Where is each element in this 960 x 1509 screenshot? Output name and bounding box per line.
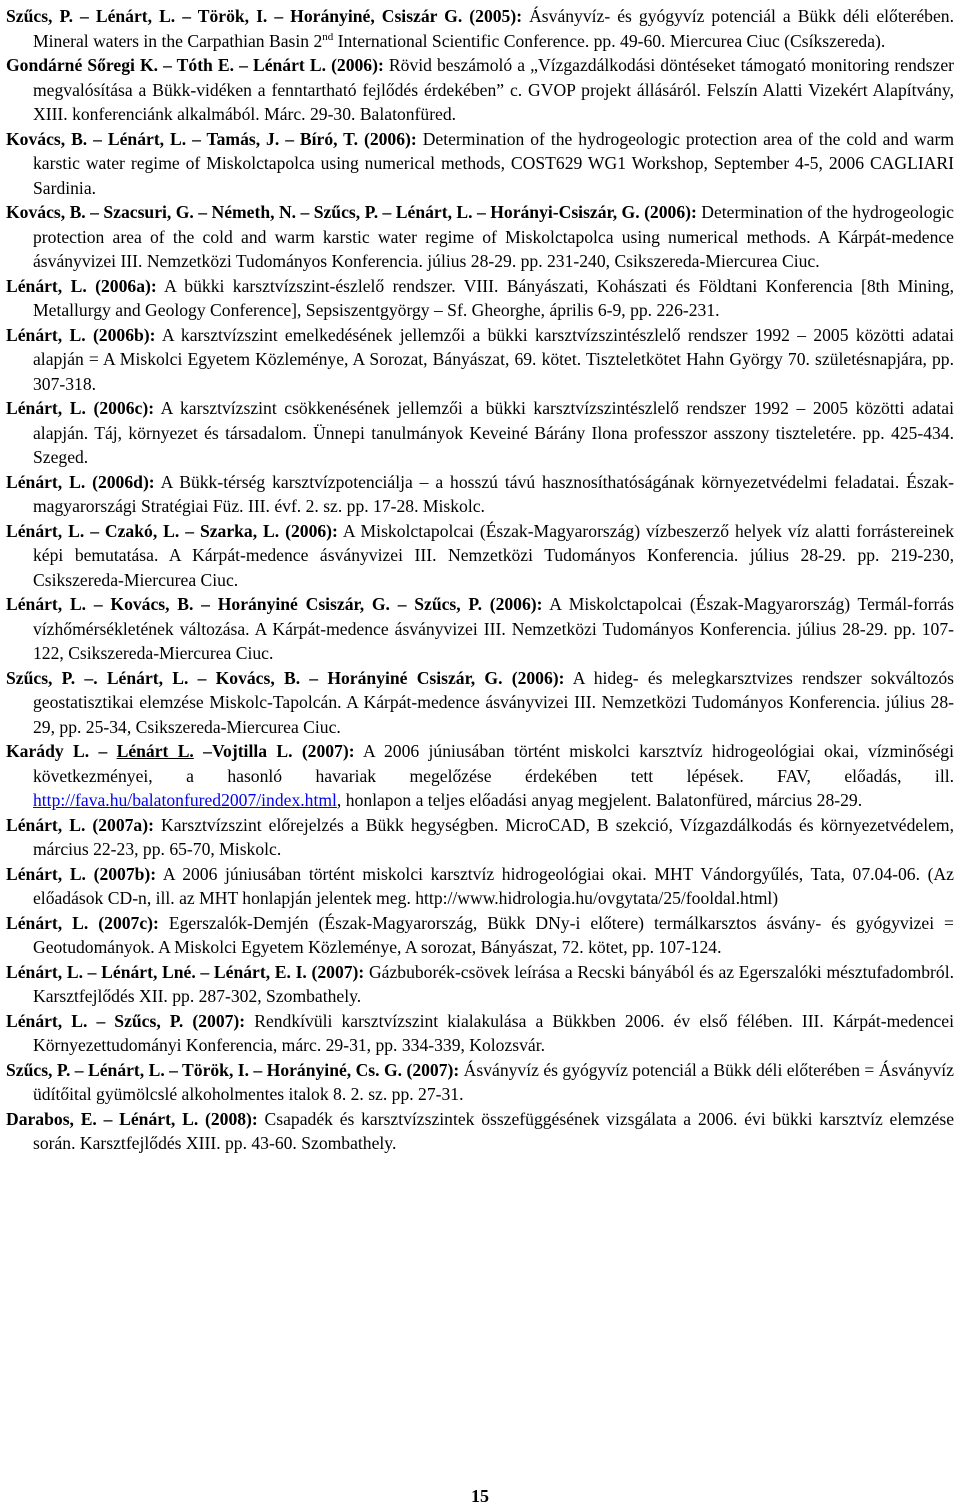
- reference-authors: Lénárt, L.: [6, 275, 87, 296]
- reference-authors: Lénárt, L. – Lénárt, Lné. – Lénárt, E. I.: [6, 961, 307, 982]
- reference-year: (2007):: [301, 741, 355, 761]
- reference-text: A bükki karsztvízszint-észlelő rendszer. VIII. Bányászati, Kohászati és Földtani Konferencia [8th Mining, Metallurgy and Geology Conference], Sepsiszentgyörgy – Sf. Gheorghe, április 6-9, pp. 226-231.: [33, 275, 954, 320]
- reference-entry: [6, 862, 954, 911]
- reference-year: (2007):: [311, 961, 365, 982]
- reference-authors: Gondárné Sőregi K. – Tóth E. – Lénárt L.: [6, 55, 326, 75]
- reference-entry: [6, 274, 954, 323]
- reference-year: (2007a):: [92, 814, 154, 835]
- reference-entry: [6, 813, 954, 862]
- reference-year: (2007):: [192, 1010, 246, 1031]
- reference-authors: Darabos, E. – Lénárt, L.: [6, 1108, 199, 1129]
- reference-year: (2007c):: [98, 912, 159, 933]
- reference-text: A Miskolctapolcai (Észak-Magyarország) Termál-forrás vízhőmérsékletének változása. A Kárpát-medence ásványvizei III. Nemzetközi Tudományos Konferencia. július 28-29. pp. 107-122, Csikszereda-Miercurea Ciuc.: [33, 594, 955, 663]
- reference-entry: [6, 200, 954, 274]
- reference-entry: [6, 1009, 954, 1058]
- reference-authors: Lénárt, L.: [6, 324, 86, 345]
- reference-text: Rövid beszámoló a „Vízgazdálkodási döntéseket támogató monitoring rendszer megvalósítása a Bükk-vidéken a fenntartható fejlődés érdekében” c. GVOP projekt állásáról. Felszín Alatti Vizekért Alapítvány, XIII. konferenciánk alkalmából. Márc. 29-30. Balatonfüred.: [33, 55, 954, 124]
- reference-text: Gázbuborék-csövek leírása a Recski bányából és az Egerszalóki mésztufadombról. Karsztfejlődés XII. pp. 287-302, Szombathely.: [33, 961, 955, 1006]
- reference-authors: Lénárt, L.: [6, 398, 86, 418]
- reference-text: Csapadék és karsztvízszintek összefüggésének vizsgálata a 2006. évi bükki karsztvíz elemzése során. Karsztfejlődés XIII. pp. 43-60. Szombathely.: [33, 1108, 954, 1153]
- reference-text: Rendkívüli karsztvízszint kialakulása a Bükkben 2006. év első félében. III. Kárpát-medencei Környezettudományi Konferencia, márc. 29-31, pp. 334-339, Kolozsvár.: [33, 1010, 954, 1055]
- reference-text: Egerszalók-Demjén (Észak-Magyarország, Bükk DNy-i előtere) termálkarsztos ásvány- és gyógyvizei = Geotudományok. A Miskolci Egyetem Közleménye, A sorozat, Bányászat, 72. kötet, pp. 107-124.: [33, 912, 954, 957]
- reference-authors: Karády L. – Lénárt L. –Vojtilla L.: [6, 741, 293, 761]
- reference-text: A karsztvízszint emelkedésének jellemzői a bükki karsztvízszintészlelő rendszer 1992 – 2005 közötti adatai alapján = A Miskolci Egyetem Közleménye, A Sorozat, Bányászat, 69. kötet. Tiszteletkötet Hahn György 70. születésnapjára, pp. 307-318.: [33, 324, 954, 394]
- reference-authors: Szűcs, P. – Lénárt, L. – Török, I. – Horányiné, Cs. G.: [6, 1059, 403, 1080]
- reference-entry: [6, 323, 954, 397]
- reference-entry: [6, 666, 954, 740]
- reference-entry: [6, 4, 954, 53]
- reference-text: A karsztvízszint csökkenésének jellemzői a bükki karsztvízszintészlelő rendszer 1992 – 2005 közötti adatai alapján. Táj, környezet és társadalom. Ünnepi tanulmányok Keveiné Bárány Ilona professzor asszony tiszteletére. pp. 425-434. Szeged.: [33, 398, 955, 467]
- reference-text: International Scientific Conference. pp. 49-60. Miercurea Ciuc (Csíkszereda).: [333, 30, 886, 51]
- reference-year: (2006):: [285, 520, 338, 541]
- page-number: 15: [471, 1486, 489, 1506]
- reference-entry: [6, 1107, 954, 1156]
- reference-year: (2007):: [406, 1059, 460, 1080]
- reference-text: A 2006 júniusában történt miskolci karsztvíz hidrogeológiai okai. MHT Vándorgyűlés, Tata, 07.04-06. (Az előadások CD-n, ill. az MHT honlapján jelentek meg. http://www.hidrologia.hu/ovgytata/25/fooldal.html): [33, 863, 954, 908]
- reference-text: Determination of the hydrogeologic protection area of the cold and warm karstic water regime of Miskolctapolca using numerical methods, COST629 WG1 Workshop, September 4-5, 2006 CAGLIARI Sardinia.: [33, 128, 955, 198]
- reference-text: Determination of the hydrogeologic protection area of the cold and warm karstic water regime of Miskolctapolca using numerical methods. A Kárpát-medence ásványvizei III. Nemzetközi Tudományos Konferencia. július 28-29. pp. 231-240, Csikszereda-Miercurea Ciuc.: [33, 202, 954, 271]
- reference-text: Ásványvíz- és gyógyvíz potenciál a Bükk déli előterében. Mineral waters in the Carpathian Basin 2: [33, 6, 954, 51]
- reference-entry: [6, 739, 954, 813]
- reference-text: A 2006 júniusában történt miskolci karsztvíz hidrogeológiai okai, vízminőségi következményei, a hasonló havariak megelőzése érdekében tett lépések. FAV, előadás, ill.: [33, 741, 954, 786]
- reference-year: (2006c):: [93, 398, 155, 418]
- reference-superscript: nd: [322, 30, 334, 43]
- reference-year: (2006):: [331, 55, 384, 75]
- reference-year: (2005):: [469, 6, 523, 26]
- reference-entry: [6, 1058, 954, 1107]
- reference-authors: Lénárt, L.: [6, 814, 86, 835]
- reference-text: A hideg- és melegkarsztvizes rendszer sokváltozós geostatisztikai elemzése Miskolc-Tapolcán. A Kárpát-medence ásványvizei III. Nemzetközi Tudományos Konferencia. július 28-29, pp. 25-34, Csikszereda-Miercurea Ciuc.: [33, 667, 954, 737]
- reference-authors: Lénárt, L.: [6, 471, 86, 492]
- reference-year: (2006a):: [95, 275, 157, 296]
- reference-year: (2006):: [489, 594, 543, 614]
- reference-year: (2006d):: [92, 471, 155, 492]
- reference-authors: Lénárt, L.: [6, 863, 86, 884]
- reference-entry: [6, 53, 954, 127]
- reference-link[interactable]: http://fava.hu/balatonfured2007/index.html: [33, 790, 337, 810]
- reference-authors: Lénárt, L. – Czakó, L. – Szarka, L.: [6, 520, 280, 541]
- reference-entry: [6, 470, 954, 519]
- reference-list: [6, 4, 954, 1156]
- reference-year: (2006):: [511, 667, 565, 688]
- reference-entry: [6, 127, 954, 201]
- reference-authors: Kovács, B. – Lénárt, L. – Tamás, J. – Bíró, T.: [6, 128, 359, 149]
- reference-text: Ásványvíz és gyógyvíz potenciál a Bükk déli előterében = Ásványvíz üdítőital gyümölcslé alkoholmentes italok 8. 2. sz. pp. 27-31.: [33, 1059, 954, 1104]
- reference-authors: Szűcs, P. –. Lénárt, L. – Kovács, B. – Horányiné Csiszár, G.: [6, 667, 503, 688]
- reference-year: (2008):: [205, 1108, 258, 1129]
- reference-entry: [6, 960, 954, 1009]
- reference-authors: Kovács, B. – Szacsuri, G. – Németh, N. – Szűcs, P. – Lénárt, L. – Horányi-Csiszár, G.: [6, 202, 640, 222]
- reference-entry: [6, 911, 954, 960]
- reference-authors: Lénárt, L. – Kovács, B. – Horányiné Csiszár, G. – Szűcs, P.: [6, 594, 482, 614]
- reference-year: (2006):: [644, 202, 697, 222]
- reference-entry: [6, 519, 954, 593]
- reference-entry: [6, 592, 954, 666]
- reference-year: (2006b):: [92, 324, 156, 345]
- reference-authors: Szűcs, P. – Lénárt, L. – Török, I. – Horányiné, Csiszár G.: [6, 6, 463, 26]
- reference-text: A Bükk-térség karsztvízpotenciálja – a hosszú távú hasznosíthatóságának környezetvédelmi feladatai. Észak-magyarországi Stratégiai Füz. III. évf. 2. sz. pp. 17-28. Miskolc.: [33, 471, 954, 516]
- reference-text: A Miskolctapolcai (Észak-Magyarország) vízbeszerző helyek víz alatti forrástereinek képi bemutatása. A Kárpát-medence ásványvizei III. Nemzetközi Tudományos Konferencia. július 28-29. pp. 219-230, Csikszereda-Miercurea Ciuc.: [33, 520, 954, 590]
- reference-author-underlined: Lénárt L.: [116, 741, 194, 761]
- reference-authors: Lénárt, L.: [6, 912, 89, 933]
- reference-text: Karsztvízszint előrejelzés a Bükk hegységben. MicroCAD, B szekció, Vízgazdálkodás és környezetvédelem, március 22-23, pp. 65-70, Miskolc.: [33, 814, 954, 859]
- reference-entry: [6, 396, 954, 470]
- reference-text: , honlapon a teljes előadási anyag megjelent. Balatonfüred, március 28-29.: [336, 790, 863, 810]
- reference-year: (2007b):: [93, 863, 157, 884]
- reference-authors: Lénárt, L. – Szűcs, P.: [6, 1010, 184, 1031]
- reference-year: (2006):: [363, 128, 417, 149]
